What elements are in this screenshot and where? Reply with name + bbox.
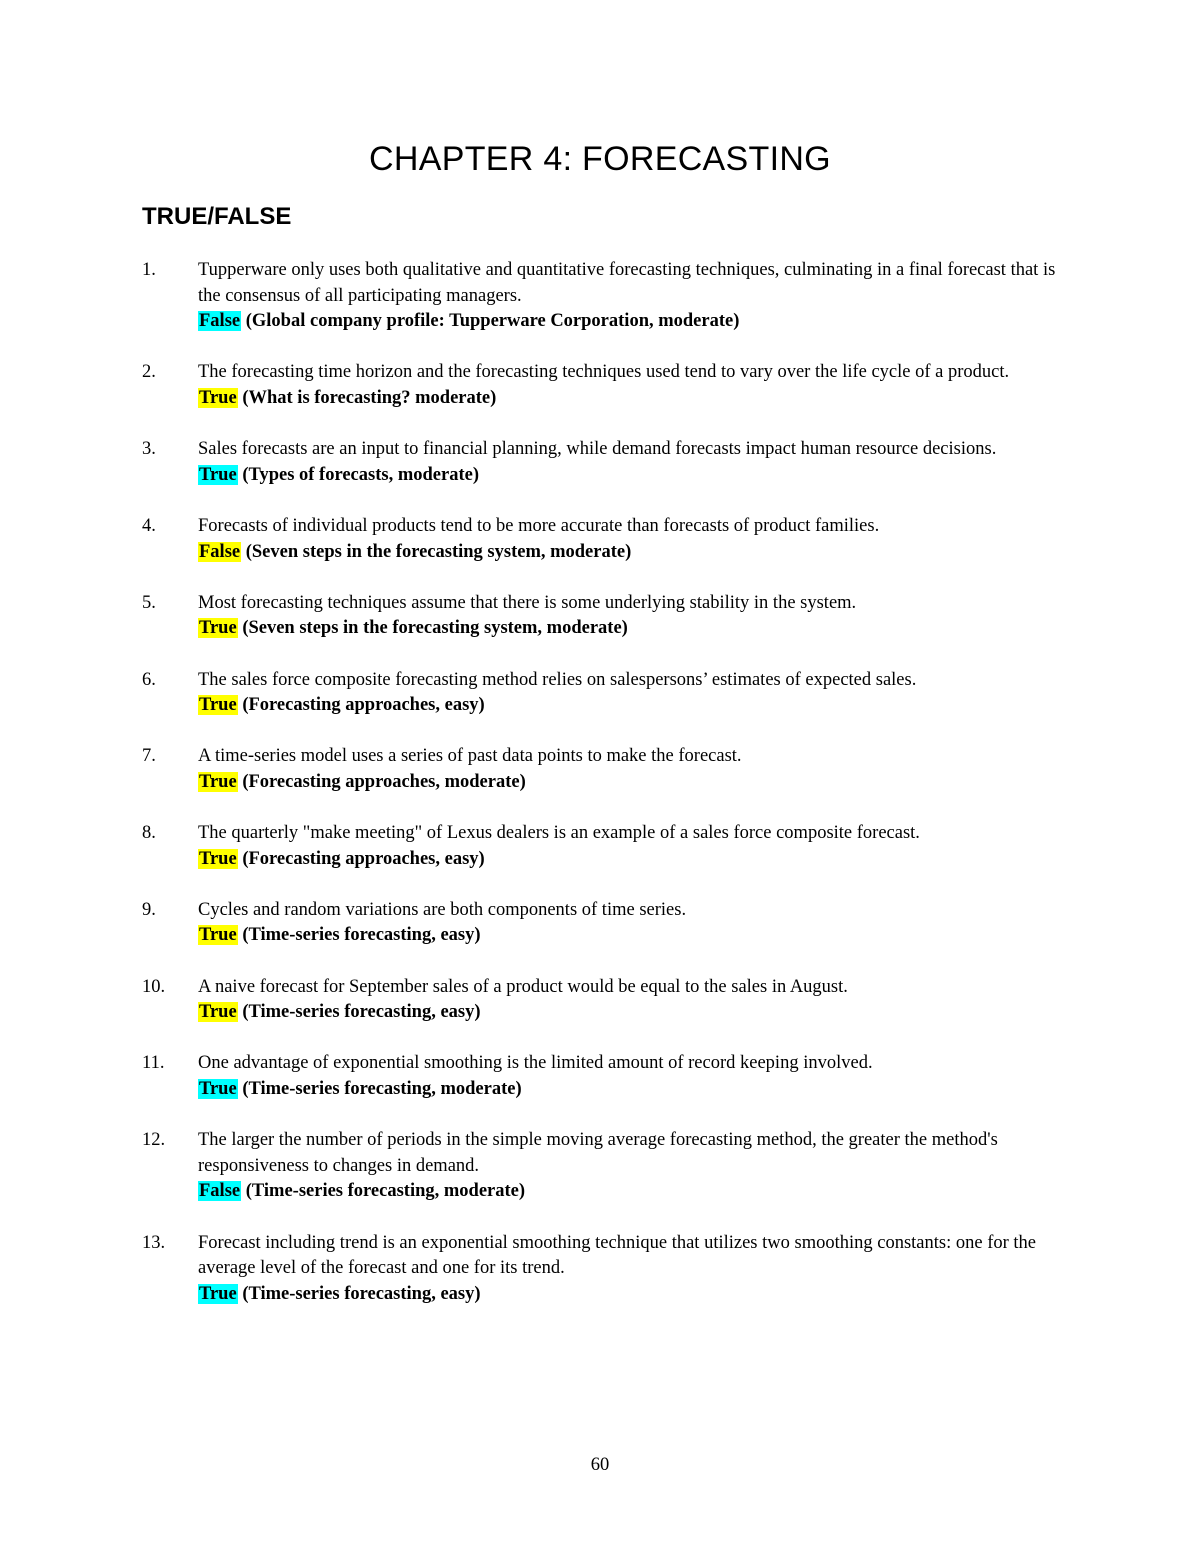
question-item <box>0 668 1200 719</box>
question-text: Most forecasting techniques assume that there is some underlying stability in the system. <box>198 592 857 613</box>
question-text: A time-series model uses a series of past data points to make the forecast. <box>198 746 742 767</box>
answer-badge: True <box>199 387 237 408</box>
answer-badge: True <box>199 1079 237 1099</box>
answer-reference: (Time-series forecasting, moderate) <box>245 1181 526 1202</box>
question-item <box>0 437 1200 488</box>
question-number: 11. <box>142 1053 165 1074</box>
answer-line <box>198 540 1078 566</box>
answer-reference: (What is forecasting? moderate) <box>242 387 497 408</box>
answer-badge: True <box>199 848 237 869</box>
question-item <box>0 821 1200 872</box>
question-number: 2. <box>142 362 156 383</box>
answer-badge: False <box>199 1181 241 1202</box>
question-item <box>0 514 1200 565</box>
answer-reference: (Forecasting approaches, moderate) <box>242 771 526 792</box>
answer-line <box>198 1282 1078 1308</box>
answer-badge: False <box>199 541 241 562</box>
question-number: 1. <box>142 260 156 280</box>
question-item <box>0 1128 1200 1205</box>
answer-line <box>198 386 1078 412</box>
answer-badge: True <box>199 925 237 946</box>
answer-badge: True <box>199 618 237 639</box>
question-number: 9. <box>142 899 156 920</box>
question-number: 5. <box>142 592 156 613</box>
answer-line <box>198 847 1078 873</box>
question-number: 6. <box>142 669 156 690</box>
question-text: The quarterly "make meeting" of Lexus dealers is an example of a sales force composite forecast. <box>198 823 920 844</box>
question-item <box>0 975 1200 1026</box>
question-number: 4. <box>142 515 156 536</box>
question-text: A naive forecast for September sales of a product would be equal to the sales in August. <box>198 976 848 997</box>
answer-reference: (Time-series forecasting, easy) <box>242 1283 481 1304</box>
answer-reference: (Seven steps in the forecasting system, moderate) <box>245 541 632 562</box>
question-text: One advantage of exponential smoothing is the limited amount of record keeping involved. <box>198 1053 873 1074</box>
answer-reference: (Forecasting approaches, easy) <box>242 848 485 869</box>
question-text: The forecasting time horizon and the forecasting techniques used tend to vary over the life cycle of a product. <box>198 362 1010 383</box>
question-item <box>0 591 1200 642</box>
question-item <box>0 258 1200 335</box>
answer-badge: True <box>199 695 237 716</box>
question-list <box>0 258 1200 1333</box>
answer-badge: False <box>199 311 241 332</box>
question-text: The larger the number of periods in the simple moving average forecasting method, the greater the method's responsiveness to changes in demand. <box>198 1130 998 1176</box>
question-item <box>0 1051 1200 1102</box>
question-number: 10. <box>142 976 166 997</box>
section-heading: TRUE/FALSE <box>142 203 292 230</box>
answer-line <box>198 463 1078 489</box>
question-number: 7. <box>142 746 156 767</box>
answer-badge: True <box>199 464 237 485</box>
answer-line <box>198 1000 1078 1026</box>
answer-reference: (Time-series forecasting, moderate) <box>242 1079 522 1099</box>
question-item <box>0 898 1200 949</box>
answer-line <box>198 309 1078 335</box>
answer-badge: True <box>199 1002 237 1023</box>
question-text: The sales force composite forecasting method relies on salespersons’ estimates of expected sales. <box>198 669 917 690</box>
question-number: 8. <box>142 823 156 844</box>
question-number: 3. <box>142 439 156 460</box>
answer-reference: (Time-series forecasting, easy) <box>242 925 481 946</box>
question-item <box>0 1231 1200 1308</box>
answer-badge: True <box>199 1283 237 1304</box>
answer-line <box>198 693 1078 719</box>
question-item <box>0 360 1200 411</box>
question-item <box>0 744 1200 795</box>
question-number: 12. <box>142 1130 166 1151</box>
question-text: Cycles and random variations are both components of time series. <box>198 899 687 920</box>
answer-badge: True <box>199 771 237 792</box>
answer-line <box>198 1179 1078 1205</box>
question-text: Tupperware only uses both qualitative and quantitative forecasting techniques, culminating in a final forecast that is the consensus of all participating managers. <box>198 260 1056 306</box>
question-text: Forecasts of individual products tend to be more accurate than forecasts of product families. <box>198 515 880 536</box>
page-number: 60 <box>590 1455 610 1475</box>
answer-reference: (Global company profile: Tupperware Corporation, moderate) <box>245 311 740 332</box>
answer-reference: (Forecasting approaches, easy) <box>242 695 485 716</box>
question-number: 13. <box>142 1232 166 1253</box>
chapter-title: CHAPTER 4: FORECASTING <box>369 140 831 178</box>
answer-line <box>198 923 1078 949</box>
answer-line <box>198 1077 1078 1103</box>
question-text: Sales forecasts are an input to financial planning, while demand forecasts impact human resource decisions. <box>198 439 997 460</box>
question-text: Forecast including trend is an exponential smoothing technique that utilizes two smoothing constants: one for the average level of the forecast and one for its trend. <box>198 1232 1036 1279</box>
answer-reference: (Seven steps in the forecasting system, moderate) <box>242 618 628 639</box>
answer-line <box>198 770 1078 796</box>
answer-reference: (Types of forecasts, moderate) <box>242 464 479 485</box>
answer-reference: (Time-series forecasting, easy) <box>242 1002 481 1023</box>
answer-line <box>198 616 1078 642</box>
